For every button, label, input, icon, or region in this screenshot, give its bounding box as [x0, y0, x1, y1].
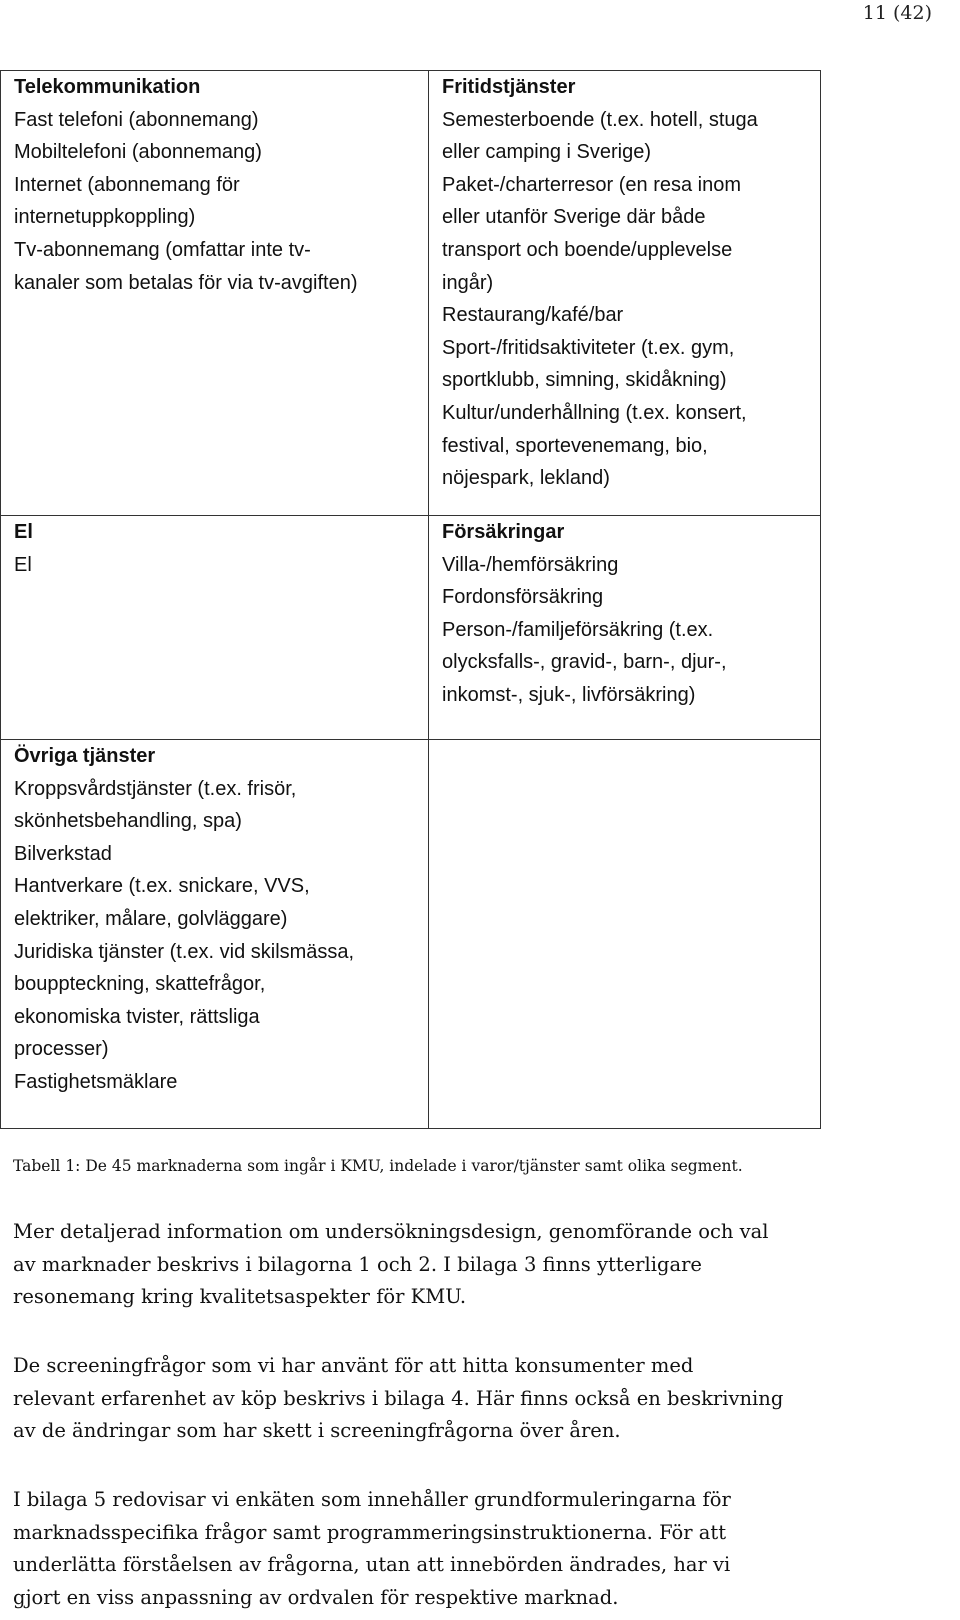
cell-item: Mobiltelefoni (abonnemang) [14, 141, 262, 164]
cell-item: sportklubb, simning, skidåkning) [442, 369, 727, 392]
cell-item: Bilverkstad [14, 842, 112, 865]
cell-item: kanaler som betalas för via tv-avgiften) [14, 271, 358, 294]
paragraph-line: av marknader beskrivs i bilagorna 1 och 2. I bilaga 3 finns ytterligare [13, 1252, 702, 1276]
table-cell-ovriga-tjanster [1, 740, 429, 1129]
cell-item: Internet (abonnemang för [14, 173, 240, 196]
cell-item: Person-/familjeförsäkring (t.ex. [442, 618, 714, 641]
cell-item: Fast telefoni (abonnemang) [14, 108, 259, 131]
paragraph-line: av de ändringar som har skett i screeningfrågorna över åren. [13, 1419, 621, 1443]
cell-item: festival, sportevenemang, bio, [442, 434, 708, 457]
cell-item: Juridiska tjänster (t.ex. vid skilsmässa, [14, 940, 355, 963]
paragraph-line: underlätta förståelsen av frågorna, utan att innebörden ändrades, har vi [13, 1553, 731, 1577]
cell-item: processer) [14, 1038, 109, 1061]
table-cell-empty [429, 740, 821, 1129]
market-segments-table [0, 70, 821, 1129]
paragraph-line: gjort en viss anpassning av ordvalen för respektive marknad. [13, 1585, 619, 1609]
table-row [1, 740, 821, 1129]
paragraph-line: marknadsspecifika frågor samt programmeringsinstruktionerna. För att [13, 1520, 727, 1544]
cell-heading: Telekommunikation [14, 76, 201, 98]
table-caption: Tabell 1: De 45 marknaderna som ingår i KMU, indelade i varor/tjänster samt olika segment. [13, 1157, 743, 1175]
cell-item: olycksfalls-, gravid-, barn-, djur-, [442, 651, 727, 674]
cell-item: Restaurang/kafé/bar [442, 304, 624, 327]
cell-item: nöjespark, lekland) [442, 467, 610, 490]
cell-item: transport och boende/upplevelse [442, 238, 733, 261]
table-cell-fritidstjanster [429, 71, 821, 516]
table-cell-telekommunikation [1, 71, 429, 516]
cell-item: internetuppkoppling) [14, 206, 196, 229]
body-paragraph [13, 1350, 913, 1448]
cell-item: elektriker, målare, golvläggare) [14, 907, 288, 930]
cell-item: Villa-/hemförsäkring [442, 553, 619, 576]
cell-item: bouppteckning, skattefrågor, [14, 973, 266, 996]
paragraph-line: Mer detaljerad information om undersökningsdesign, genomförande och val [13, 1220, 769, 1243]
table-cell-el [1, 516, 429, 740]
cell-item: El [14, 553, 32, 576]
paragraph-line: De screeningfrågor som vi har använt för att hitta konsumenter med [13, 1354, 694, 1377]
cell-item: Sport-/fritidsaktiviteter (t.ex. gym, [442, 336, 735, 359]
cell-item: Fastighetsmäklare [14, 1070, 178, 1093]
cell-item: Kroppsvårdstjänster (t.ex. frisör, [14, 777, 297, 800]
cell-item: Hantverkare (t.ex. snickare, VVS, [14, 875, 310, 898]
paragraph-line: relevant erfarenhet av köp beskrivs i bilaga 4. Här finns också en beskrivning [13, 1386, 784, 1410]
cell-item: Fordonsförsäkring [442, 586, 604, 609]
cell-item: eller camping i Sverige) [442, 141, 651, 164]
cell-item: Kultur/underhållning (t.ex. konsert, [442, 401, 747, 424]
cell-item: Tv-abonnemang (omfattar inte tv- [14, 238, 311, 261]
body-paragraph [13, 1216, 913, 1314]
body-paragraph [13, 1484, 913, 1614]
cell-heading: Övriga tjänster [14, 745, 156, 767]
paragraph-line: resonemang kring kvalitetsaspekter för KMU. [13, 1285, 467, 1309]
cell-item: ekonomiska tvister, rättsliga [14, 1005, 260, 1028]
cell-heading: Försäkringar [442, 521, 565, 543]
cell-item: ingår) [442, 271, 494, 294]
cell-item: eller utanför Sverige där både [442, 206, 706, 229]
cell-heading: Fritidstjänster [442, 76, 576, 98]
cell-item: inkomst-, sjuk-, livförsäkring) [442, 683, 696, 706]
cell-item: skönhetsbehandling, spa) [14, 810, 242, 833]
cell-heading: El [14, 521, 33, 543]
page-number: 11 (42) [862, 2, 932, 24]
table-cell-forsakringar [429, 516, 821, 740]
cell-item: Paket-/charterresor (en resa inom [442, 173, 742, 196]
cell-item: Semesterboende (t.ex. hotell, stuga [442, 108, 758, 131]
paragraph-line: I bilaga 5 redovisar vi enkäten som innehåller grundformuleringarna för [13, 1488, 731, 1511]
table-row [1, 71, 821, 516]
table-row [1, 516, 821, 740]
